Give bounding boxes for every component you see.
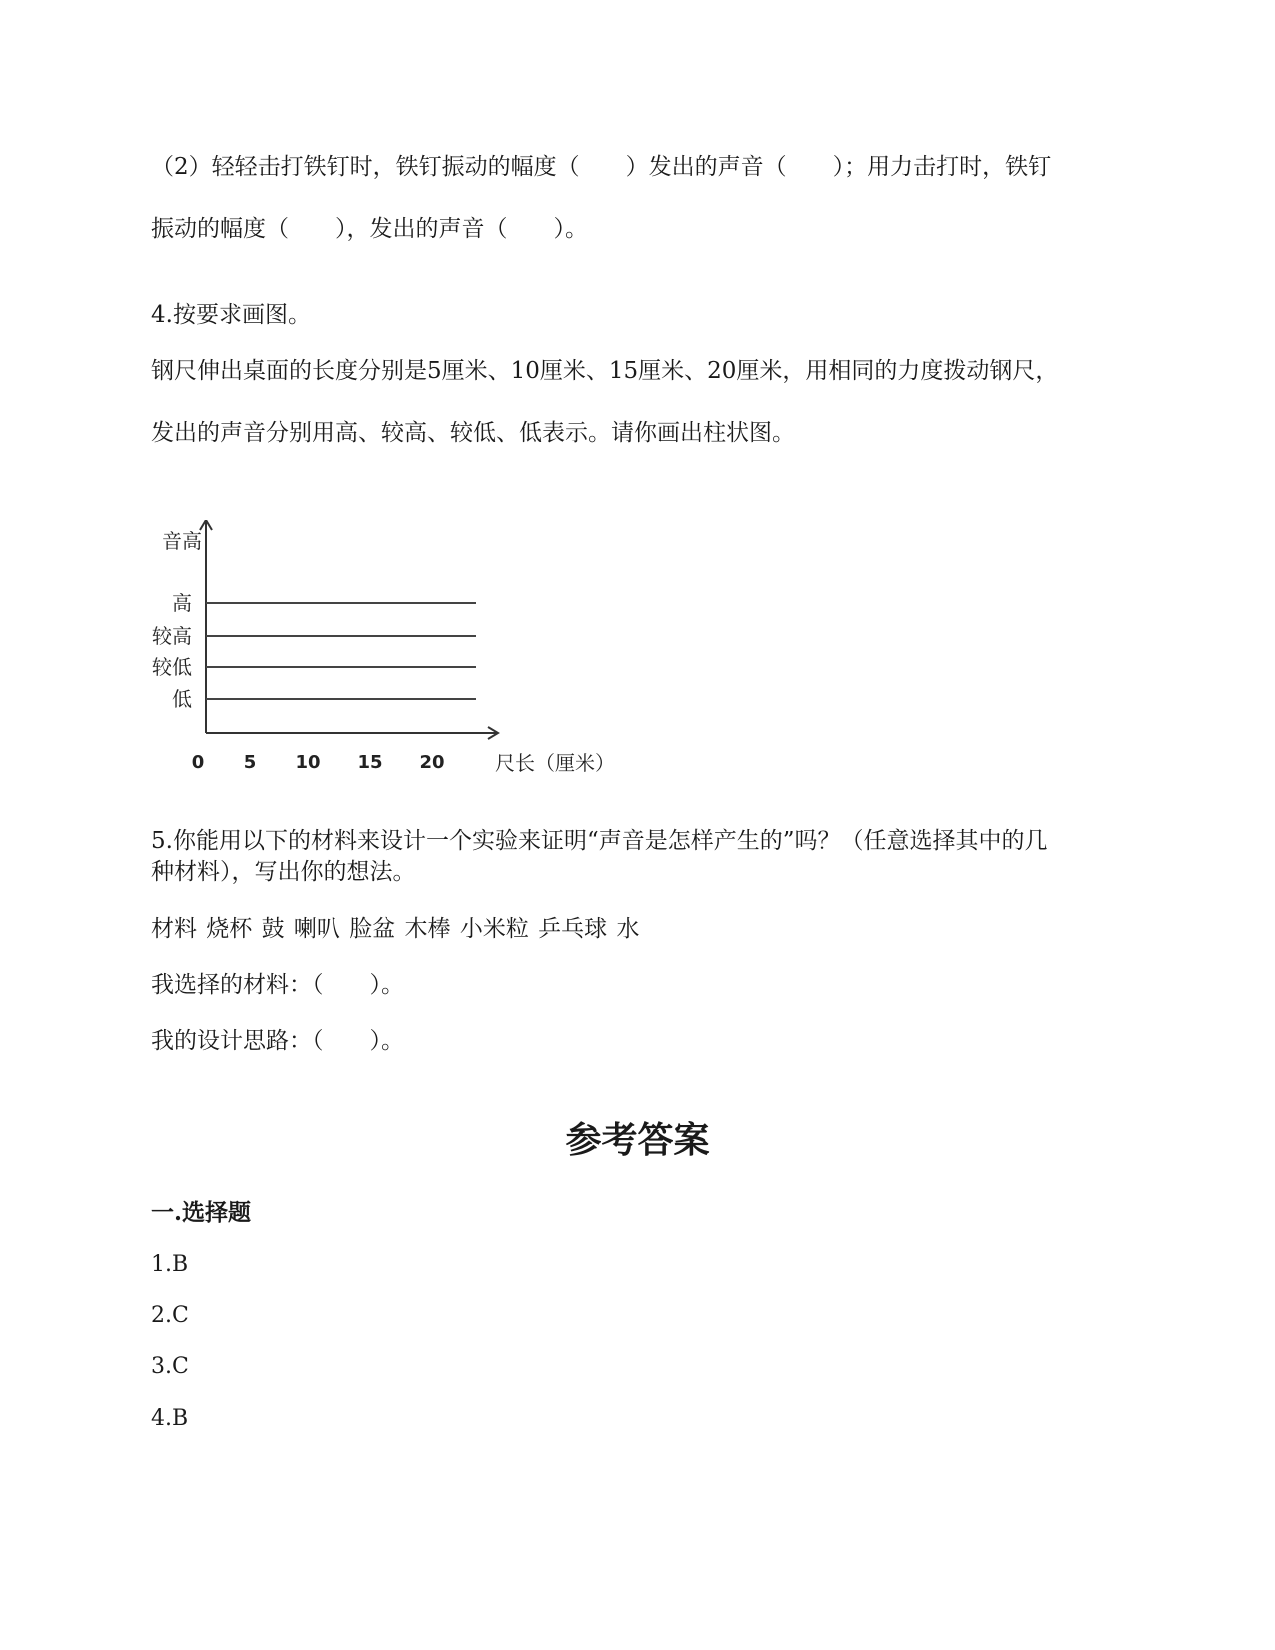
- q5-text-line1: 5.你能用以下的材料来设计一个实验来证明“声音是怎样产生的”吗？（任意选择其中的几: [151, 828, 1048, 854]
- y-level-label: 高: [172, 591, 192, 615]
- x-tick-label: 0: [191, 752, 205, 773]
- answer-item: 3.C: [151, 1354, 189, 1379]
- x-tick-label: 20: [419, 752, 445, 773]
- x-axis-label: 尺长（厘米）: [495, 751, 615, 775]
- answers-section-heading: 一.选择题: [151, 1199, 252, 1226]
- q3-part2-line2: 振动的幅度（ ），发出的声音（ ）。: [151, 216, 588, 242]
- x-tick-label: 15: [357, 752, 383, 773]
- x-tick-label: 10: [295, 752, 321, 773]
- q3-part2-line1: （2）轻轻击打铁钉时，铁钉振动的幅度（ ）发出的声音（ ）；用力击打时，铁钉: [151, 154, 1052, 180]
- answer-item: 1.B: [151, 1252, 189, 1277]
- y-level-label: 低: [172, 687, 192, 711]
- x-tick-label: 5: [243, 752, 257, 773]
- pitch-bar-chart: [150, 520, 630, 790]
- q5-text-line2: 种材料），写出你的想法。: [151, 859, 416, 885]
- q5-material-choice: 我选择的材料：（ ）。: [151, 972, 404, 998]
- q5-design-idea: 我的设计思路：（ ）。: [151, 1028, 404, 1054]
- answer-item: 2.C: [151, 1303, 189, 1328]
- answers-title: 参考答案: [565, 1120, 710, 1161]
- y-level-label: 较高: [152, 624, 192, 648]
- q5-materials: 材料 烧杯 鼓 喇叭 脸盆 木棒 小米粒 乒乓球 水: [151, 916, 640, 942]
- y-axis-label: 音高: [162, 529, 202, 553]
- q4-text-line2: 发出的声音分别用高、较高、较低、低表示。请你画出柱状图。: [151, 420, 795, 446]
- q4-text-line1: 钢尺伸出桌面的长度分别是5厘米、10厘米、15厘米、20厘米，用相同的力度拨动钢尺，: [151, 358, 1059, 384]
- answer-item: 4.B: [151, 1406, 189, 1431]
- y-level-label: 较低: [152, 655, 192, 679]
- q4-heading: 4.按要求画图。: [151, 302, 311, 328]
